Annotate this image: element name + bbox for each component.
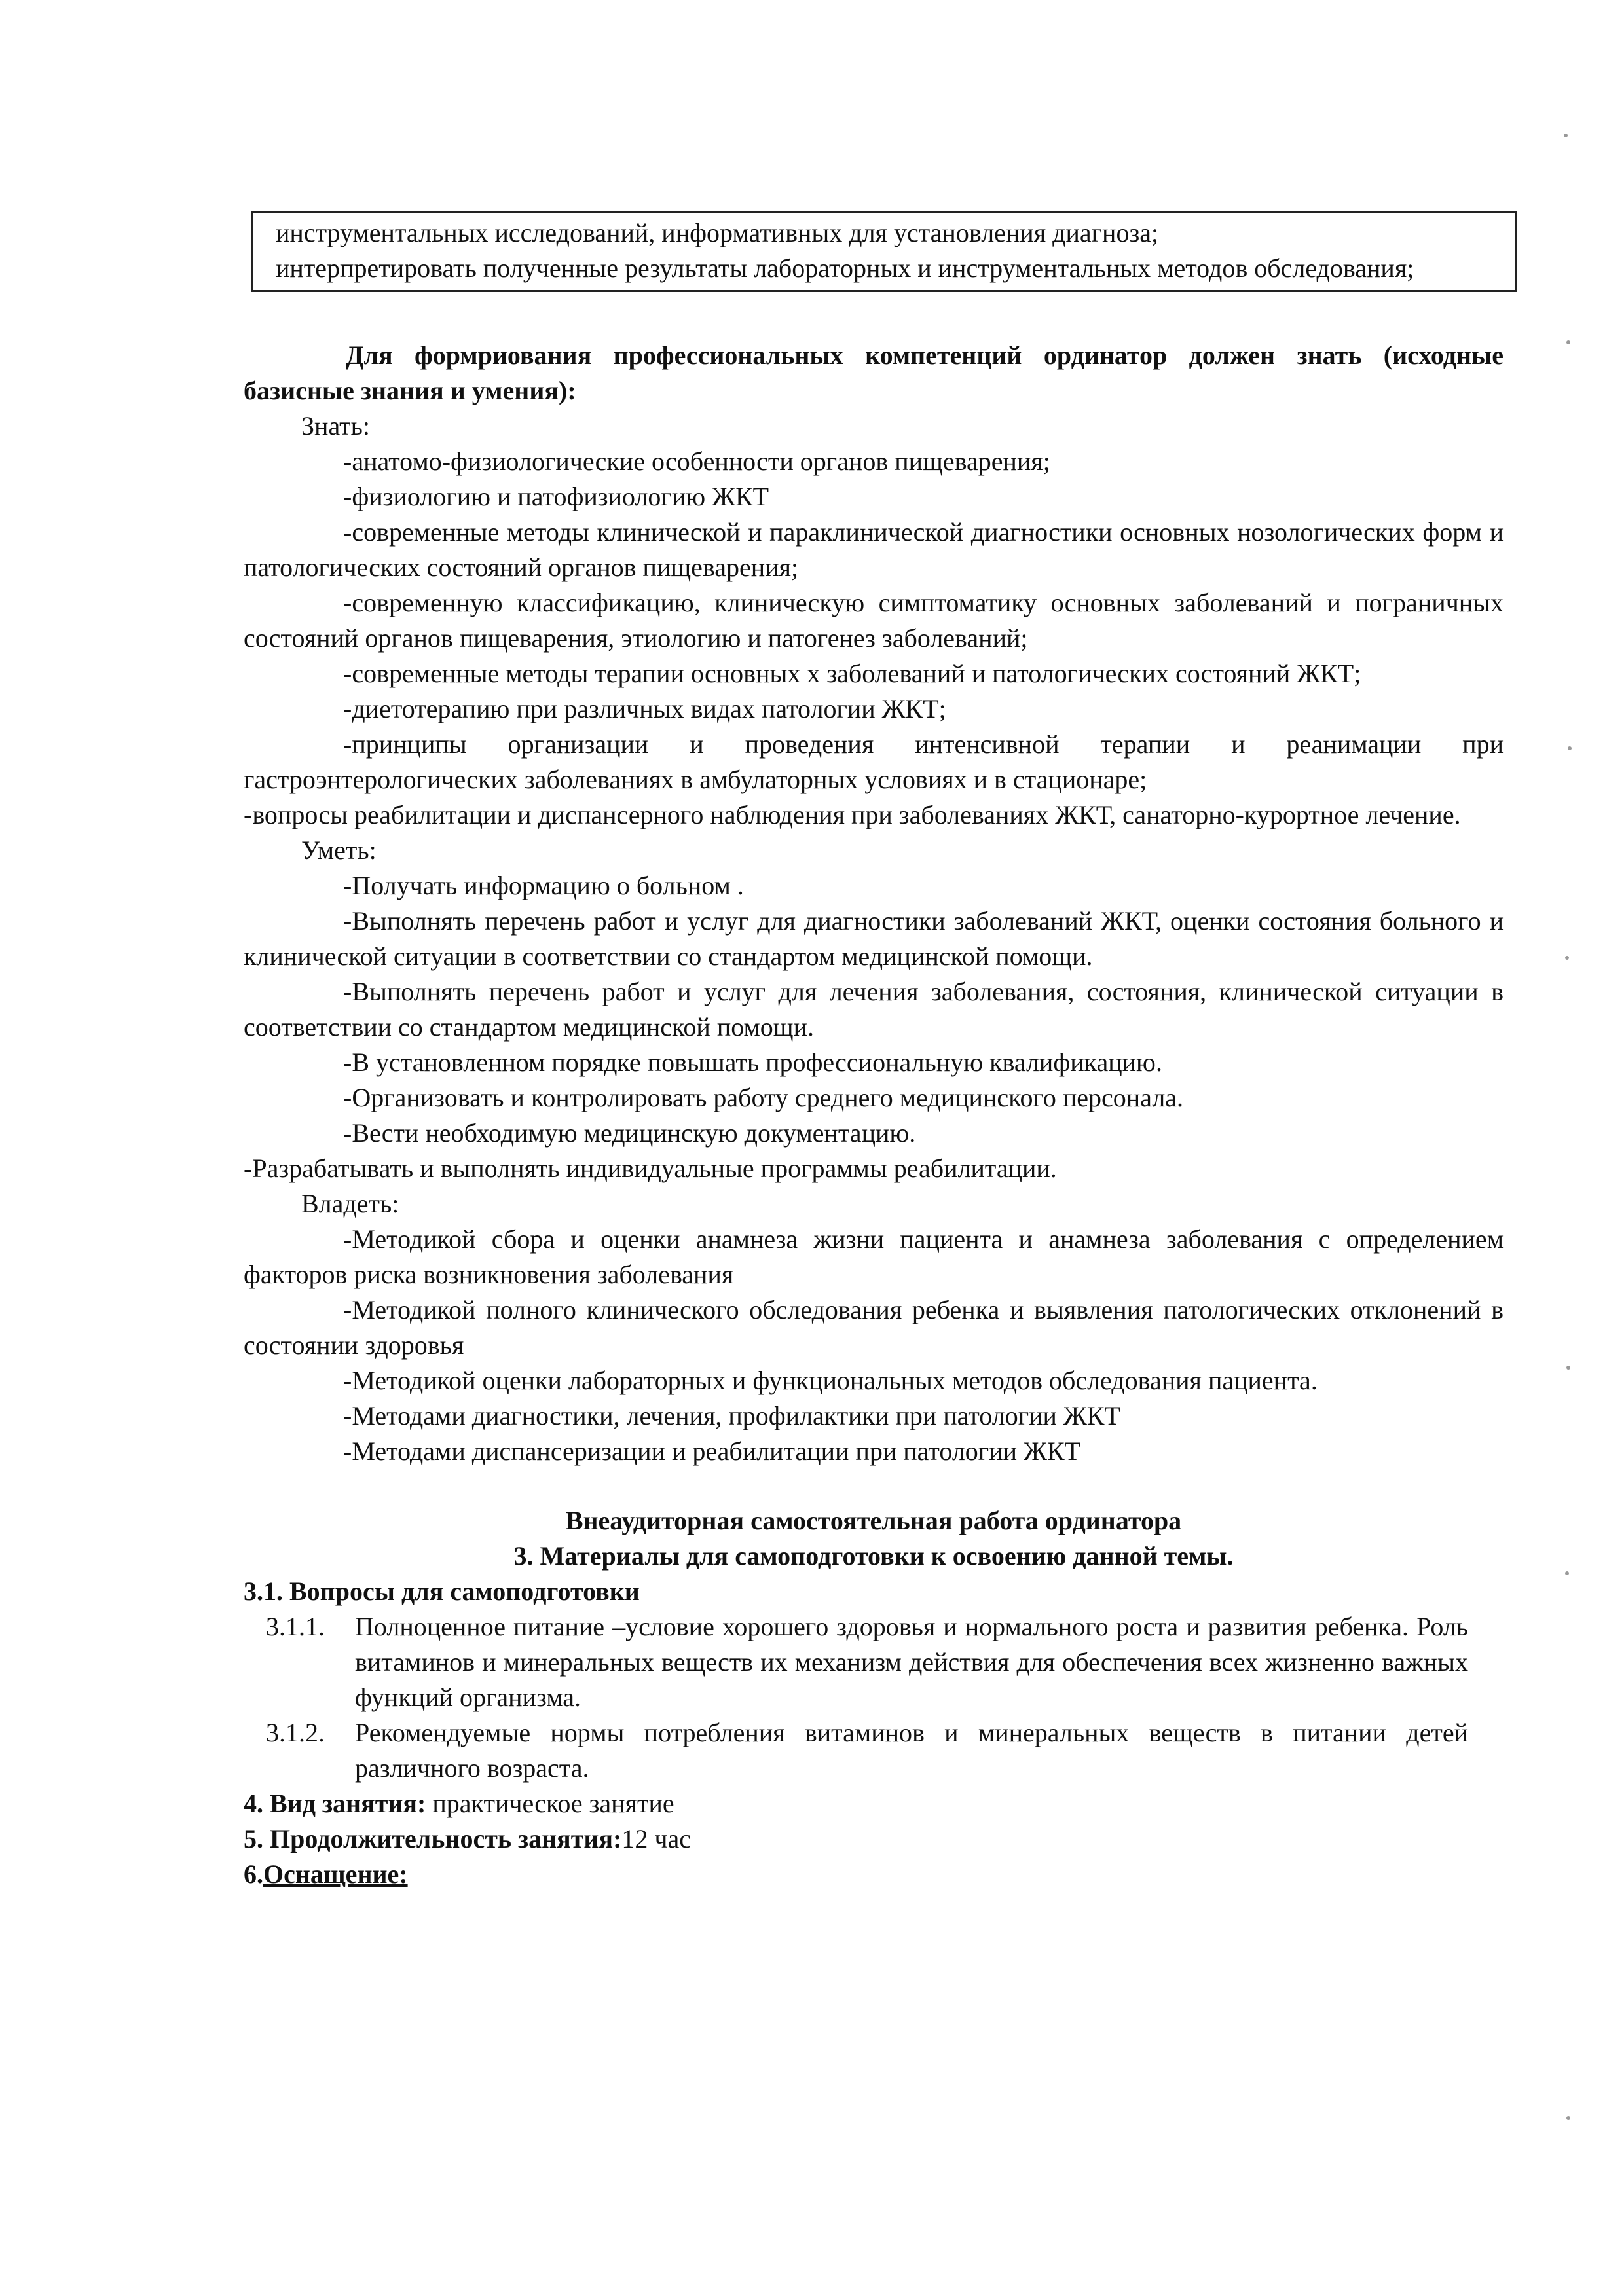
own-item: -Методами диспансеризации и реабилитации при патологии ЖКТ (343, 1436, 1080, 1466)
can-item: -Выполнять перечень работ и услуг для диагностики заболеваний ЖКТ, оценки состояния больного и клинической ситуации в соответствии со стандартом медицинской помощи. (244, 906, 1504, 971)
scan-speck (1566, 340, 1570, 344)
know-item: -современную классификацию, клиническую симптоматику основных заболеваний и пограничных состояний органов пищеварения, этиологию и патогенез заболеваний; (244, 588, 1504, 653)
duration-label: 5. Продолжительность занятия: (244, 1824, 622, 1853)
scan-speck (1566, 1366, 1570, 1370)
box-line-2: интерпретировать полученные результаты лабораторных и инструментальных методов обследования; (276, 253, 1414, 283)
question-text: Полноценное питание –условие хорошего здоровья и нормального роста и развития ребенка. Роль витаминов и минеральных веществ их механизм действия для обеспечения всех жизненно важных функций организма. (355, 1612, 1468, 1712)
own-label: Владеть: (301, 1189, 399, 1218)
scan-speck (1566, 2116, 1570, 2120)
can-item: -Выполнять перечень работ и услуг для лечения заболевания, состояния, клинической ситуации в соответствии со стандартом медицинской помощи. (244, 977, 1504, 1042)
duration-value: 12 час (621, 1824, 692, 1853)
own-item: -Методами диагностики, лечения, профилактики при патологии ЖКТ (343, 1401, 1120, 1430)
know-label: Знать: (301, 411, 370, 441)
own-item: -Методикой сбора и оценки анамнеза жизни пациента и анамнеза заболевания с определением факторов риска возникновения заболевания (244, 1224, 1504, 1289)
can-item: -В установленном порядке повышать профессиональную квалификацию. (343, 1048, 1162, 1077)
framed-text-box (251, 211, 1517, 292)
know-item: -диетотерапию при различных видах патологии ЖКТ; (343, 694, 946, 723)
equipment-label: Оснащение: (263, 1859, 408, 1889)
question-number: 3.1.1. (266, 1612, 325, 1641)
lesson-type-value: практическое занятие (426, 1789, 674, 1818)
materials-title: 3. Материалы для самоподготовки к освоению данной темы. (513, 1541, 1234, 1571)
equipment-line (244, 1857, 1504, 1892)
can-item-flush: -Разрабатывать и выполнять индивидуальные программы реабилитации. (244, 1154, 1057, 1183)
scan-speck (1565, 956, 1569, 960)
extracurricular-title: Внеаудиторная самостоятельная работа ординатора (565, 1506, 1182, 1535)
competence-section (244, 338, 1504, 1469)
duration-line (244, 1821, 1504, 1857)
question-item (244, 1715, 1504, 1786)
equipment-number: 6. (244, 1859, 263, 1889)
know-item: -анатомо-физиологические особенности органов пищеварения; (343, 446, 1050, 476)
box-line-1: инструментальных исследований, информативных для установления диагноза; (276, 218, 1159, 247)
can-item: -Организовать и контролировать работу среднего медицинского персонала. (343, 1083, 1184, 1112)
know-item: -принципы организации и проведения интенсивной терапии и реанимации при гастроэнтерологических заболеваниях в амбулаторных условиях и в стационаре; (244, 729, 1504, 794)
lesson-type-label: 4. Вид занятия: (244, 1789, 426, 1818)
know-item: -современные методы терапии основных х заболеваний и патологических состояний ЖКТ; (343, 659, 1361, 688)
know-item: -современные методы клинической и параклинической диагностики основных нозологических форм и патологических состояний органов пищеварения; (244, 517, 1504, 582)
page-content (244, 211, 1504, 1892)
question-text: Рекомендуемые нормы потребления витаминов и минеральных веществ в питании детей различного возраста. (355, 1718, 1468, 1783)
scan-speck (1564, 134, 1568, 137)
can-label: Уметь: (301, 835, 377, 865)
own-item: -Методикой оценки лабораторных и функциональных методов обследования пациента. (343, 1366, 1318, 1395)
question-item (244, 1609, 1504, 1715)
question-number: 3.1.2. (266, 1718, 325, 1747)
own-item: -Методикой полного клинического обследования ребенка и выявления патологических отклонений в состоянии здоровья (244, 1295, 1504, 1360)
self-study-section (244, 1503, 1504, 1892)
scan-speck (1568, 746, 1572, 750)
scan-speck (1565, 1571, 1569, 1575)
lesson-type-line (244, 1786, 1504, 1821)
can-item: -Получать информацию о больном . (343, 871, 744, 900)
know-item: -физиологию и патофизиологию ЖКТ (343, 482, 769, 511)
know-item-flush: -вопросы реабилитации и диспансерного наблюдения при заболеваниях ЖКТ, санаторно-курортное лечение. (244, 800, 1461, 829)
competence-heading: Для формриования профессиональных компетенций ординатор должен знать (исходные базисные знания и умения): (244, 340, 1504, 405)
questions-list (244, 1609, 1504, 1786)
can-item: -Вести необходимую медицинскую документацию. (343, 1118, 916, 1148)
questions-title: 3.1. Вопросы для самоподготовки (244, 1576, 640, 1606)
